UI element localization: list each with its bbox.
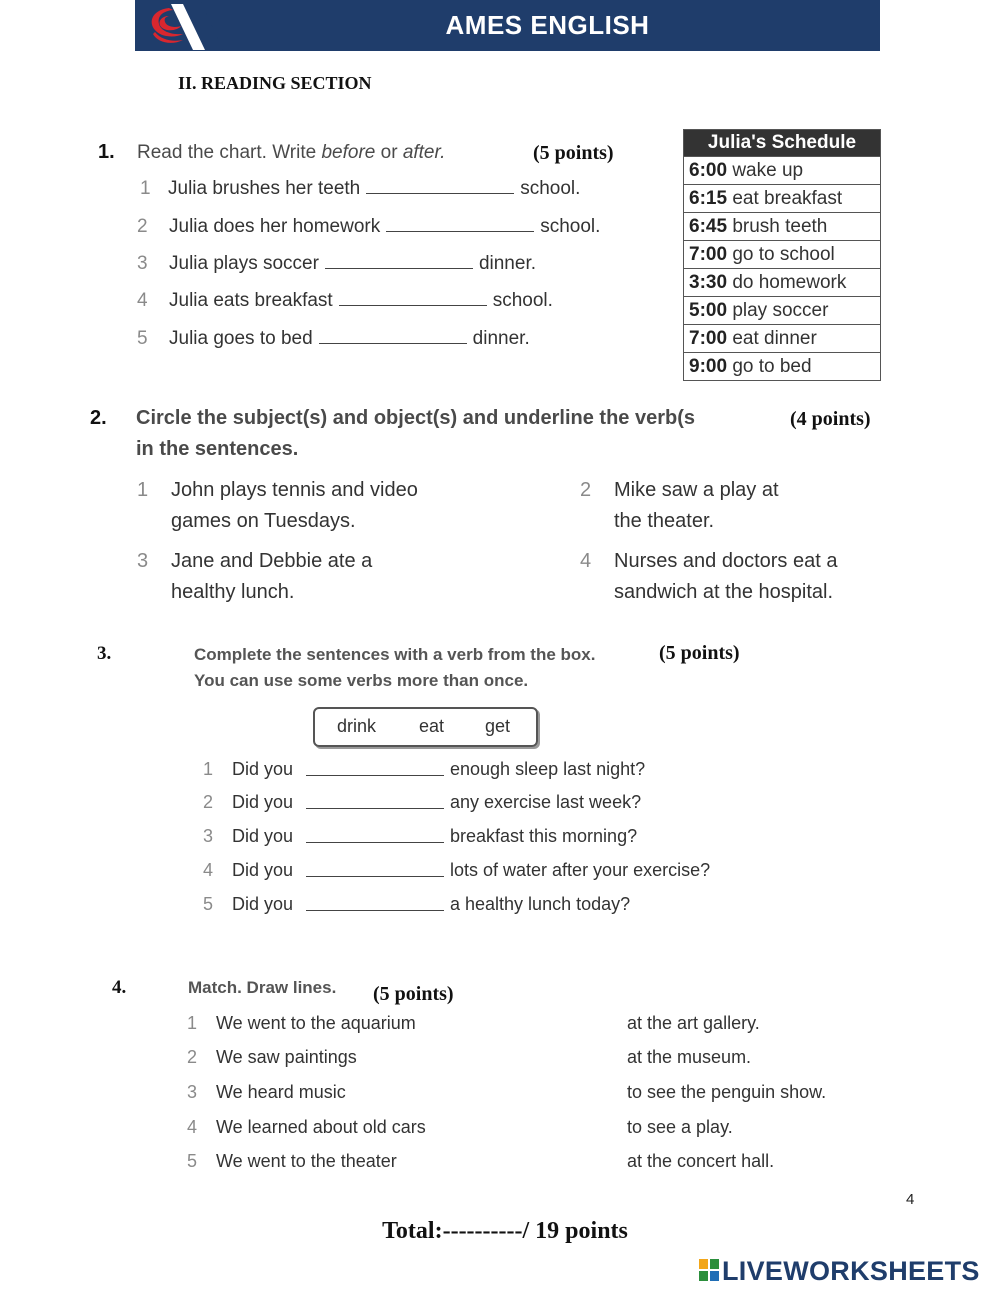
header-title: AMES ENGLISH	[445, 10, 650, 40]
item-suffix: enough sleep last night?	[450, 759, 646, 779]
q3-points: (5 points)	[659, 642, 740, 664]
answer-blank[interactable]	[306, 876, 444, 877]
item-number: 4	[580, 550, 592, 572]
match-left-item[interactable]	[187, 1047, 587, 1071]
match-left-item[interactable]	[187, 1117, 587, 1141]
section-title: II. READING SECTION	[178, 73, 372, 93]
schedule-row: 9:00 go to bed	[684, 352, 880, 380]
item-text: Julia plays soccer	[169, 253, 319, 274]
q2-points: (4 points)	[790, 408, 871, 430]
word-box	[313, 707, 538, 747]
q1-item	[137, 216, 600, 238]
schedule-row: 7:00 eat dinner	[684, 324, 880, 352]
q3-instruction-line1: Complete the sentences with a verb from the box.	[194, 645, 596, 664]
schedule-title: Julia's Schedule	[684, 130, 880, 156]
match-left-item[interactable]	[187, 1082, 587, 1106]
q3-number: 3.	[97, 643, 112, 664]
item-end: dinner.	[472, 328, 530, 349]
item-text: We learned about old cars	[216, 1117, 426, 1137]
q4-points: (5 points)	[373, 983, 454, 1005]
item-end: dinner.	[478, 253, 536, 274]
q1-instruction-before: before	[321, 142, 376, 163]
item-text: Mike saw a play at the theater.	[614, 479, 779, 532]
item-number: 3	[203, 826, 214, 846]
match-right-item[interactable]: at the museum.	[627, 1047, 752, 1067]
q3-item	[203, 894, 763, 918]
q1-item	[137, 328, 530, 350]
q3-instruction-line2: You can use some verbs more than once.	[194, 671, 529, 690]
q2-item	[137, 546, 557, 610]
q3-item	[203, 860, 763, 884]
q1-instruction-or: or	[380, 142, 398, 163]
q3-item	[203, 759, 763, 783]
answer-blank[interactable]	[306, 808, 444, 809]
schedule-row: 6:15 eat breakfast	[684, 184, 880, 212]
q3-item	[203, 792, 763, 816]
item-number: 5	[203, 894, 214, 914]
q1-instruction-after: after.	[402, 142, 446, 163]
match-right-item[interactable]: to see the penguin show.	[627, 1082, 827, 1102]
q2-item	[580, 546, 900, 610]
word-box-item: eat	[419, 716, 445, 736]
item-number: 2	[580, 479, 592, 501]
answer-blank[interactable]	[306, 775, 444, 776]
item-end: school.	[520, 178, 581, 199]
item-text: We heard music	[216, 1082, 346, 1102]
item-prefix: Did you	[232, 759, 294, 779]
schedule-row: 6:00 wake up	[684, 156, 880, 184]
answer-blank[interactable]	[366, 181, 514, 194]
q4-instruction: Match. Draw lines.	[188, 978, 337, 997]
match-right-item[interactable]: to see a play.	[627, 1117, 733, 1137]
item-number: 1	[140, 178, 151, 199]
q1-instruction-prefix: Read the chart. Write	[137, 142, 317, 163]
item-text: Nurses and doctors eat a sandwich at the hospital.	[614, 550, 838, 603]
item-number: 2	[187, 1047, 198, 1067]
match-left-item[interactable]	[187, 1151, 587, 1175]
q2-item	[137, 475, 557, 539]
item-number: 3	[137, 550, 149, 572]
q1-instruction	[137, 142, 445, 164]
item-number: 2	[137, 216, 148, 237]
schedule-row: 6:45 brush teeth	[684, 212, 880, 240]
schedule-row: 5:00 play soccer	[684, 296, 880, 324]
answer-blank[interactable]	[339, 293, 487, 306]
item-text: We saw paintings	[216, 1047, 357, 1067]
answer-blank[interactable]	[306, 842, 444, 843]
item-number: 5	[137, 328, 148, 349]
item-number: 2	[203, 792, 214, 812]
item-number: 4	[137, 290, 148, 311]
q1-number: 1.	[98, 141, 115, 163]
q3-item	[203, 826, 763, 850]
liveworksheets-brand: LIVEWORKSHEETS	[722, 1256, 980, 1286]
schedule-table	[683, 129, 881, 381]
item-prefix: Did you	[232, 826, 294, 846]
answer-blank[interactable]	[306, 910, 444, 911]
q2-number: 2.	[90, 407, 107, 429]
item-prefix: Did you	[232, 894, 294, 914]
item-end: school.	[492, 290, 553, 311]
page-number: 4	[906, 1191, 915, 1208]
q2-item	[580, 475, 900, 539]
word-box-item: get	[485, 716, 511, 736]
item-number: 3	[187, 1082, 198, 1102]
item-text: Julia does her homework	[169, 216, 381, 237]
item-prefix: Did you	[232, 860, 294, 880]
item-text: We went to the theater	[216, 1151, 397, 1171]
answer-blank[interactable]	[319, 331, 467, 344]
word-box-item: drink	[337, 716, 377, 736]
item-text: Julia brushes her teeth	[168, 178, 361, 199]
item-suffix: any exercise last week?	[450, 792, 642, 812]
item-text: John plays tennis and video games on Tuesdays.	[171, 479, 418, 532]
item-suffix: a healthy lunch today?	[450, 894, 631, 914]
item-text: Jane and Debbie ate a healthy lunch.	[171, 550, 373, 603]
q1-item	[137, 290, 553, 312]
match-left-item[interactable]	[187, 1013, 587, 1037]
q1-item	[140, 178, 580, 200]
item-number: 4	[187, 1117, 198, 1137]
item-text: Julia eats breakfast	[169, 290, 333, 311]
item-prefix: Did you	[232, 792, 294, 812]
item-number: 4	[203, 860, 214, 880]
item-text: Julia goes to bed	[169, 328, 313, 349]
liveworksheets-logo-icon	[699, 1259, 720, 1281]
q4-number: 4.	[112, 977, 127, 998]
item-number: 1	[187, 1013, 198, 1033]
item-end: school.	[540, 216, 601, 237]
match-right-item[interactable]: at the concert hall.	[627, 1151, 775, 1171]
q1-item	[137, 253, 536, 275]
schedule-row: 3:30 do homework	[684, 268, 880, 296]
item-suffix: lots of water after your exercise?	[450, 860, 711, 880]
answer-blank[interactable]	[325, 256, 473, 269]
answer-blank[interactable]	[386, 219, 534, 232]
item-text: We went to the aquarium	[216, 1013, 416, 1033]
item-number: 1	[203, 759, 214, 779]
schedule-row: 7:00 go to school	[684, 240, 880, 268]
item-number: 5	[187, 1151, 198, 1171]
item-number: 1	[137, 479, 149, 501]
item-number: 3	[137, 253, 148, 274]
item-suffix: breakfast this morning?	[450, 826, 638, 846]
match-right-item[interactable]: at the art gallery.	[627, 1013, 760, 1033]
q1-points: (5 points)	[533, 142, 614, 164]
q2-instruction-line1: Circle the subject(s) and object(s) and underline the verb(s	[136, 407, 695, 429]
total-score: Total:----------/ 19 points	[382, 1218, 628, 1244]
q2-instruction-line2: in the sentences.	[136, 438, 299, 460]
